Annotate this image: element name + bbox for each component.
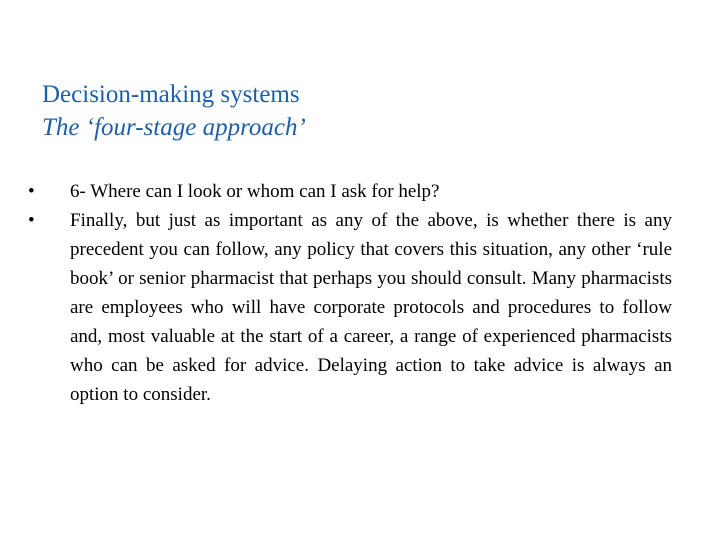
bullet-icon: • <box>28 210 35 231</box>
bullet-text: 6- Where can I look or whom can I ask for help? <box>70 181 440 202</box>
slide-subtitle: The ‘four-stage approach’ <box>42 114 306 141</box>
bullet-list <box>28 177 672 409</box>
bullet-icon: • <box>28 181 35 202</box>
bullet-item <box>28 177 672 206</box>
slide-title: Decision-making systems <box>42 81 300 108</box>
bullet-item <box>28 206 672 409</box>
bullet-text: Finally, but just as important as any of the above, is whether there is any precedent you can follow, any policy that covers this situation, any other ‘rule book’ or senior pharmacist that perhaps you should consult. Many pharmacists are employees who will have corporate protocols and procedures to follow and, most valuable at the start of a career, a range of experienced pharmacists who can be asked for advice. Delaying action to take advice is always an option to consider. <box>70 210 672 405</box>
title-block <box>42 78 682 144</box>
